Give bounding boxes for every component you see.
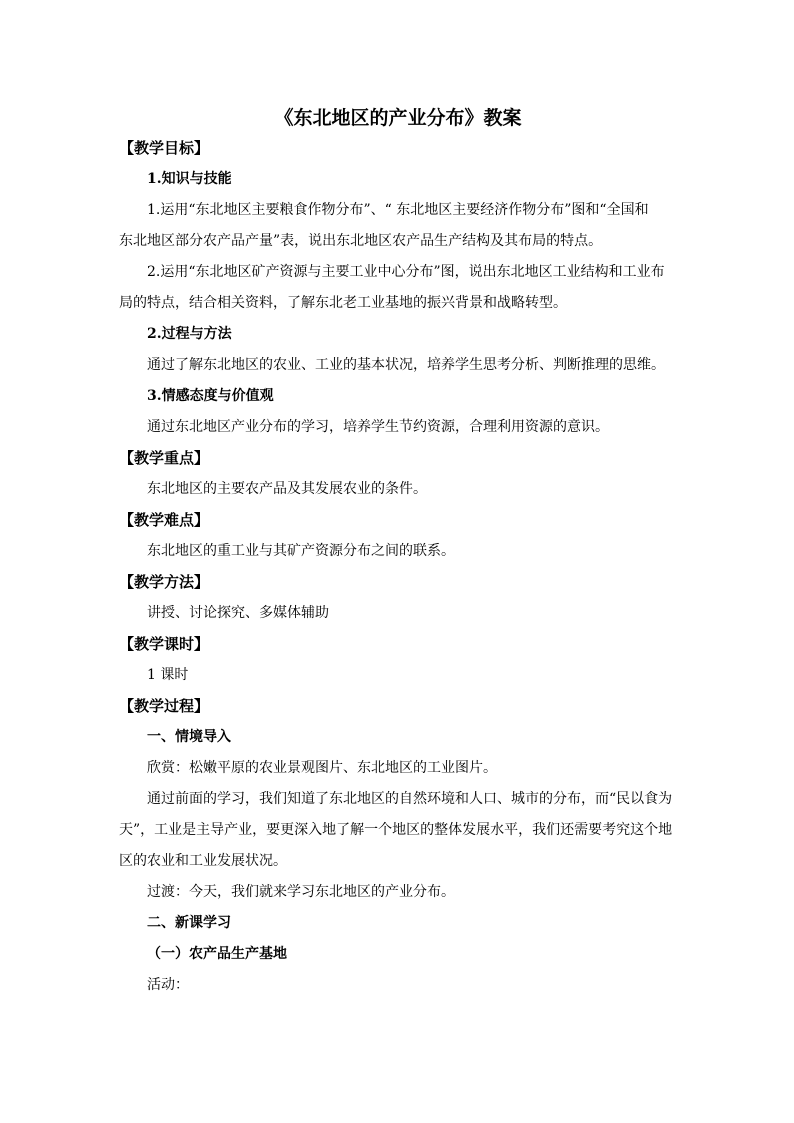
paragraph-knowledge-2	[119, 257, 677, 319]
paragraph-activity: 活动：	[147, 977, 189, 993]
document-title: 《东北地区的产业分布》教案	[274, 107, 522, 129]
subheading-process: 2.过程与方法	[147, 326, 232, 342]
paragraph-key-points: 东北地区的主要农产品及其发展农业的条件。	[147, 481, 427, 497]
section-heading-difficulties: 【教学难点】	[119, 511, 210, 529]
paragraph-intro-1: 欣赏：松嫩平原的农业景观图片、东北地区的工业图片。	[147, 760, 497, 776]
paragraph-attitude: 通过东北地区产业分布的学习，培养学生节约资源，合理利用资源的意识。	[147, 419, 609, 435]
section-heading-methods: 【教学方法】	[119, 573, 210, 591]
paragraph-line: 通过前面的学习，我们知道了东北地区的自然环境和人口、城市的分布，而“民以食为	[147, 791, 673, 807]
paragraph-line: 局的特点，结合相关资料，了解东北老工业基地的振兴背景和战略转型。	[119, 295, 567, 311]
subheading-attitude: 3.情感态度与价值观	[147, 388, 274, 404]
paragraph-hours: 1 课时	[147, 667, 189, 683]
subheading-agricultural-base: （一）农产品生产基地	[147, 946, 287, 962]
paragraph-line: 东北地区部分农产品产量”表，说出东北地区农产品生产结构及其布局的特点。	[119, 233, 603, 249]
paragraph-line: 区的农业和工业发展状况。	[119, 853, 287, 869]
paragraph-line: 1.运用“东北地区主要粮食作物分布”、“ 东北地区主要经济作物分布”图和“全国和	[147, 202, 649, 218]
section-heading-procedure: 【教学过程】	[119, 697, 210, 715]
paragraph-process: 通过了解东北地区的农业、工业的基本状况，培养学生思考分析、判断推理的思维。	[147, 357, 665, 373]
subheading-knowledge: 1.知识与技能	[147, 171, 232, 187]
paragraph-intro-2	[119, 784, 677, 877]
paragraph-line: 2.运用“东北地区矿产资源与主要工业中心分布”图，说出东北地区工业结构和工业布	[147, 264, 665, 280]
section-heading-hours: 【教学课时】	[119, 635, 210, 653]
paragraph-methods: 讲授、讨论探究、多媒体辅助	[147, 605, 329, 621]
subheading-intro: 一、情境导入	[147, 729, 231, 745]
document-body	[119, 103, 677, 1001]
subheading-new-lesson: 二、新课学习	[147, 915, 231, 931]
paragraph-line: 天”，工业是主导产业，要更深入地了解一个地区的整体发展水平，我们还需要考究这个地	[119, 822, 673, 838]
paragraph-transition: 过渡：今天，我们就来学习东北地区的产业分布。	[147, 884, 455, 900]
paragraph-knowledge-1	[119, 195, 677, 257]
paragraph-difficulties: 东北地区的重工业与其矿产资源分布之间的联系。	[147, 543, 455, 559]
section-heading-objectives: 【教学目标】	[119, 139, 210, 157]
section-heading-key-points: 【教学重点】	[119, 449, 210, 467]
